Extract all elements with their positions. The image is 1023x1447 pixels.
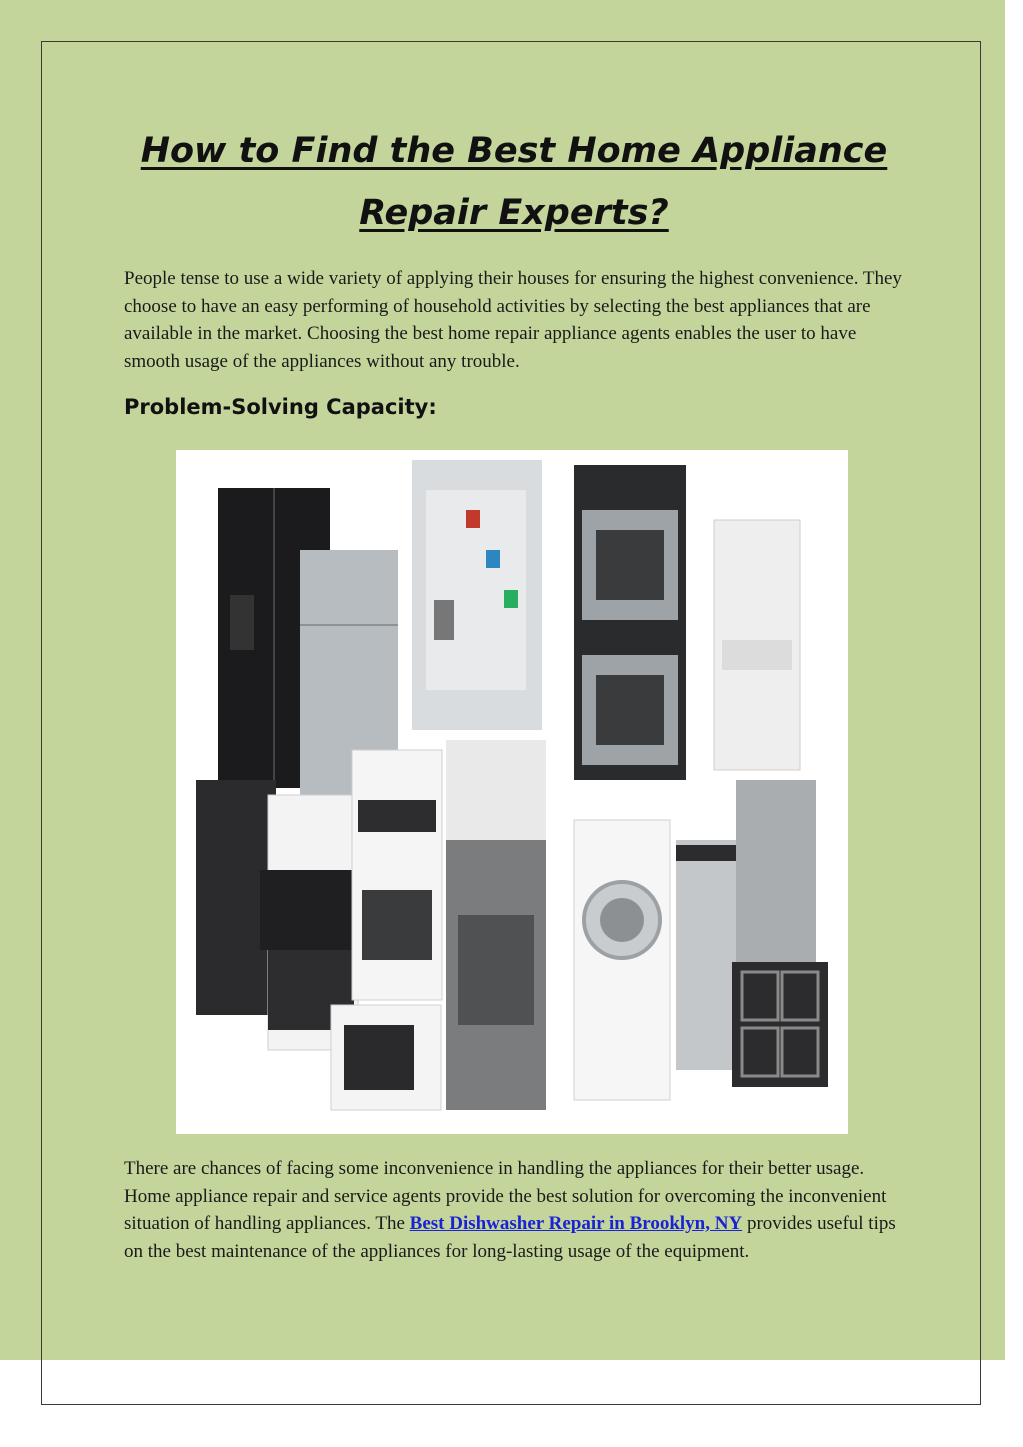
title-block (124, 120, 904, 244)
closing-paragraph (124, 1155, 914, 1265)
home-appliances-photo (176, 450, 848, 1134)
closing-text-after-link: provides useful tips on the best maintenance of the appliances for long-lasting usage of the equipment. (124, 1213, 896, 1262)
page-title: How to Find the Best Home Appliance Repair Experts? (140, 131, 888, 233)
appliances-illustration (176, 450, 848, 1134)
dishwasher-repair-link[interactable]: Best Dishwasher Repair in Brooklyn, NY (409, 1213, 743, 1234)
closing-text-before-link: There are chances of facing some inconvenience in handling the appliances for their better usage. Home appliance repair and service agents provide the best solution for overcoming the inconvenient situation of handling appliances. The (124, 1158, 887, 1234)
section-heading: Problem-Solving Capacity: (124, 395, 437, 419)
intro-paragraph: People tense to use a wide variety of applying their houses for ensuring the highest convenience. They choose to have an easy performing of household activities by selecting the best appliances that are available in the market. Choosing the best home repair appliance agents enables the user to have smooth usage of the appliances without any trouble. (124, 268, 902, 372)
